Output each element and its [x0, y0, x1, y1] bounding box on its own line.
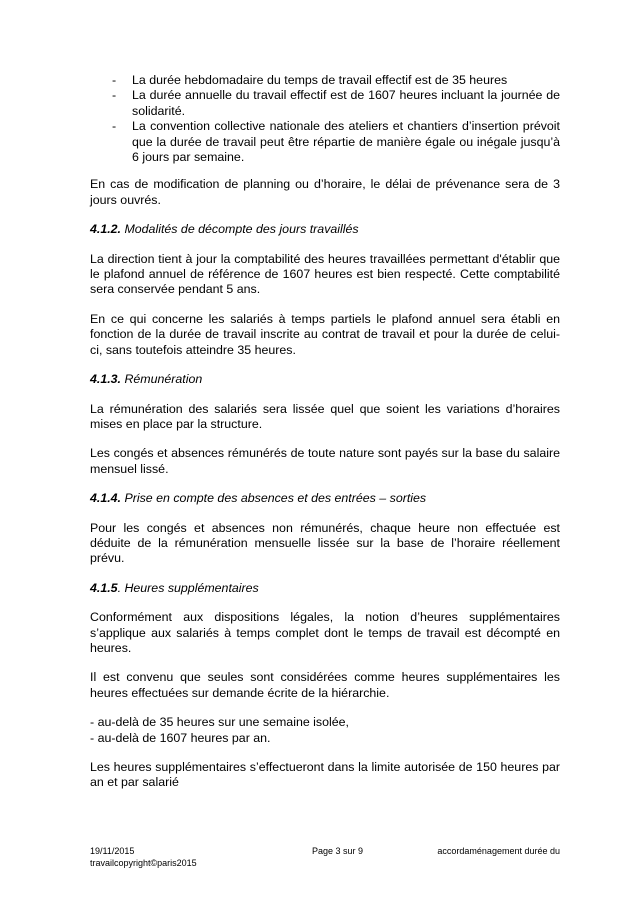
list-item: [90, 88, 560, 119]
paragraph: En ce qui concerne les salariés à temps partiels le plafond annuel sera établi en fonction de la durée de travail inscrite au contrat de travail et pour la durée de celui-ci, sans toutefois atteindre 35 heures.: [90, 311, 560, 357]
bullet-marker: -: [112, 73, 117, 87]
section-heading-4-1-2: [90, 222, 560, 237]
section-title: . Heures supplémentaires: [117, 580, 259, 595]
section-number: 4.1.5: [90, 580, 118, 595]
paragraph: Pour les congés et absences non rémunérés, chaque heure non effectuée est déduite de la rémunération mensuelle lissée sur la base de l’horaire réellement prévu.: [90, 520, 560, 566]
footer-page-number: Page 3 sur 9: [312, 846, 364, 856]
section-number: 4.1.4.: [90, 491, 122, 506]
list-item: [90, 119, 560, 165]
list-item-text: La durée annuelle du travail effectif est de 1607 heures incluant la journée de solidarité.: [132, 88, 560, 118]
bullet-marker: -: [112, 119, 117, 134]
paragraph: Conformément aux dispositions légales, la notion d’heures supplémentaires s’applique aux salariés à temps complet dont le temps de travail est décompté en heures.: [90, 610, 560, 655]
section-number: 4.1.2.: [90, 222, 122, 237]
page-body: [90, 73, 560, 805]
list-item-text: La convention collective nationale des ateliers et chantiers d’insertion prévoit que la durée de travail peut être répartie de manière égale ou inégale jusqu’à 6 jours par semaine.: [132, 119, 560, 165]
section-heading-4-1-4: [90, 491, 560, 506]
section-heading-4-1-3: [90, 372, 560, 387]
paragraph: Les heures supplémentaires s’effectueront dans la limite autorisée de 150 heures par an et par salarié: [90, 760, 560, 790]
section-title: Modalités de décompte des jours travaillés: [121, 222, 359, 237]
list-item-text: La durée hebdomadaire du temps de travail effectif est de 35 heures: [132, 73, 508, 87]
section-title: Prise en compte des absences et des entrées – sorties: [121, 491, 427, 506]
bullet-marker: -: [112, 88, 117, 103]
paragraph-thresholds: [90, 715, 560, 746]
bullet-list: [90, 73, 560, 165]
footer-document-name-continued: travailcopyright©paris2015: [90, 858, 197, 868]
footer-date: 19/11/2015: [90, 846, 135, 856]
paragraph: La rémunération des salariés sera lissée quel que soient les variations d’horaires mises en place par la structure.: [90, 401, 560, 431]
section-heading-4-1-5: [90, 581, 560, 596]
paragraph: La direction tient à jour la comptabilité des heures travaillées permettant d'établir que le plafond annuel de référence de 1607 heures est bien respecté. Cette comptabilité sera conservée pendant 5 ans.: [90, 251, 560, 297]
paragraph: Il est convenu que seules sont considérées comme heures supplémentaires les heures effectuées sur demande écrite de la hiérarchie.: [90, 670, 560, 700]
footer-document-name: accordaménagement durée du: [437, 846, 560, 856]
section-number: 4.1.3.: [90, 372, 122, 387]
list-item: [90, 73, 560, 88]
section-title: Rémunération: [121, 372, 203, 387]
threshold-line: - au-delà de 35 heures sur une semaine isolée,: [90, 715, 349, 730]
threshold-line: - au-delà de 1607 heures par an.: [90, 730, 271, 745]
paragraph-planning: En cas de modification de planning ou d’horaire, le délai de prévenance sera de 3 jours ouvrés.: [90, 177, 560, 207]
paragraph: Les congés et absences rémunérés de toute nature sont payés sur la base du salaire mensuel lissé.: [90, 446, 560, 476]
